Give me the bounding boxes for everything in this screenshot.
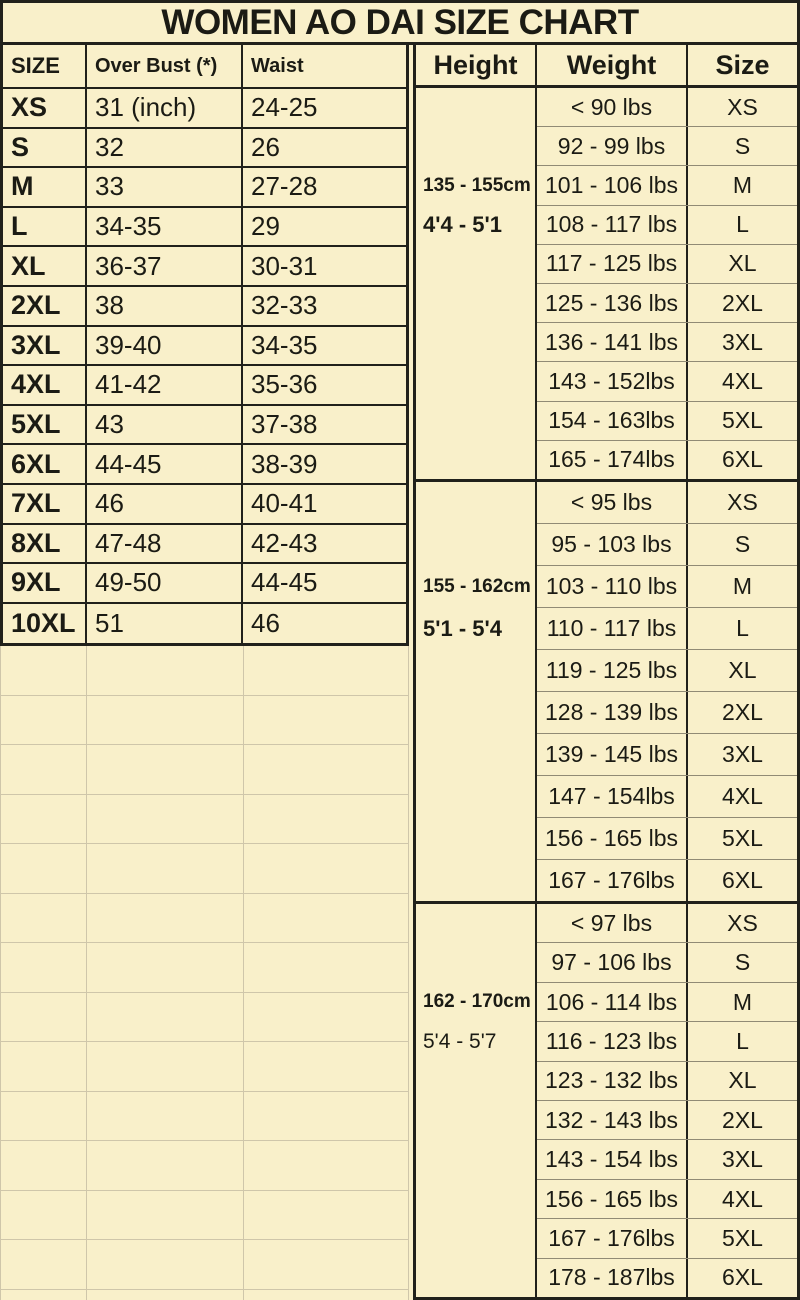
measurement-row <box>3 287 406 327</box>
height-range-cm: 155 - 162cm <box>423 575 531 597</box>
weight-cell: 167 - 176lbs <box>537 1219 688 1257</box>
bust-cell: 38 <box>87 287 243 325</box>
size-value-cell: XL <box>728 250 757 277</box>
measurement-row <box>3 168 406 208</box>
empty-row <box>1 1240 409 1290</box>
measurement-rows <box>3 89 406 643</box>
size-value-cell: 5XL <box>722 825 763 851</box>
size-value-cell: XS <box>727 909 758 936</box>
weight-cell: 154 - 163lbs <box>537 402 688 440</box>
empty-cell <box>87 894 244 943</box>
empty-cell <box>87 1191 244 1240</box>
waist-cell: 35-36 <box>251 369 318 400</box>
size-value-cell: 3XL <box>722 328 763 355</box>
empty-cell <box>87 1092 244 1141</box>
empty-cell <box>1 795 87 844</box>
weight-cell: 132 - 143 lbs <box>537 1101 688 1139</box>
weight-cell: 119 - 125 lbs <box>537 650 688 691</box>
size-cell: 10XL <box>3 604 87 644</box>
height-weight-section <box>413 45 800 1300</box>
empty-cell <box>87 1290 244 1300</box>
weight-size-row <box>537 1061 797 1100</box>
height-range-ft: 5'4 - 5'7 <box>423 1029 497 1053</box>
weight-size-row <box>537 361 797 400</box>
size-cell: S <box>3 129 87 167</box>
size-value-cell: 3XL <box>722 1146 763 1173</box>
height-labels <box>416 983 535 1062</box>
height-cell <box>416 904 537 1297</box>
measurement-row <box>3 208 406 248</box>
weight-size-row <box>537 649 797 691</box>
empty-cell <box>244 646 409 695</box>
empty-cell <box>1 943 87 992</box>
empty-cell <box>87 844 244 893</box>
size-value-cell: 5XL <box>722 1224 763 1251</box>
empty-row <box>1 844 409 894</box>
height-range-cm: 135 - 155cm <box>423 174 531 196</box>
weight-cell: < 97 lbs <box>537 904 688 942</box>
weight-size-row <box>537 775 797 817</box>
empty-cell <box>1 1240 87 1289</box>
height-cell <box>416 88 537 479</box>
weight-cell: 117 - 125 lbs <box>537 245 688 283</box>
empty-cell <box>87 745 244 794</box>
size-value-cell: 2XL <box>722 1106 763 1133</box>
empty-cell <box>87 646 244 695</box>
size-cell: XS <box>3 89 87 127</box>
waist-cell: 40-41 <box>251 488 318 519</box>
weight-size-row <box>537 523 797 565</box>
waist-cell: 24-25 <box>251 92 318 123</box>
bust-cell: 31 (inch) <box>87 89 243 127</box>
empty-row <box>1 943 409 993</box>
empty-row <box>1 1042 409 1092</box>
weight-size-row <box>537 565 797 607</box>
weight-cell: 110 - 117 lbs <box>537 608 688 649</box>
weight-size-row <box>537 817 797 859</box>
weight-cell: 165 - 174lbs <box>537 441 688 479</box>
weight-cell: 167 - 176lbs <box>537 860 688 901</box>
size-value-cell: XS <box>727 489 758 515</box>
empty-grid <box>0 646 409 1300</box>
weight-cell: 143 - 154 lbs <box>537 1140 688 1178</box>
height-labels <box>416 166 535 244</box>
column-header-size: SIZE <box>3 45 87 87</box>
weight-size-row <box>537 165 797 204</box>
weight-cell: 92 - 99 lbs <box>537 127 688 165</box>
empty-row <box>1 646 409 696</box>
empty-row <box>1 1290 409 1300</box>
weight-size-row <box>537 1218 797 1257</box>
size-value-cell: S <box>734 132 751 159</box>
empty-cell <box>87 1042 244 1091</box>
empty-row <box>1 1092 409 1142</box>
chart-content <box>0 45 800 1300</box>
size-value-cell: 4XL <box>722 1185 763 1212</box>
bust-cell: 41-42 <box>87 366 243 404</box>
empty-cell <box>87 696 244 745</box>
size-cell: 2XL <box>3 287 87 325</box>
weight-cell: 95 - 103 lbs <box>537 524 688 565</box>
size-cell: 4XL <box>3 366 87 404</box>
size-value-cell: M <box>732 988 753 1015</box>
weight-size-row <box>537 1139 797 1178</box>
measurement-row <box>3 604 406 644</box>
empty-cell <box>87 943 244 992</box>
measurement-row <box>3 406 406 446</box>
weight-size-rows <box>537 482 797 901</box>
size-value-cell: S <box>734 531 751 557</box>
column-header-waist: Waist <box>251 54 304 77</box>
empty-cell <box>1 844 87 893</box>
size-value-cell: L <box>736 615 749 641</box>
empty-cell <box>1 745 87 794</box>
waist-cell: 27-28 <box>251 171 318 202</box>
weight-cell: 123 - 132 lbs <box>537 1062 688 1100</box>
size-cell: 5XL <box>3 406 87 444</box>
measurement-row <box>3 366 406 406</box>
weight-size-row <box>537 322 797 361</box>
weight-cell: 116 - 123 lbs <box>537 1022 688 1060</box>
empty-cell <box>244 844 409 893</box>
height-group <box>416 88 797 482</box>
height-range-ft: 4'4 - 5'1 <box>423 211 502 237</box>
bust-cell: 39-40 <box>87 327 243 365</box>
empty-cell <box>244 1141 409 1190</box>
empty-cell <box>87 993 244 1042</box>
page-title: WOMEN AO DAI SIZE CHART <box>0 3 800 45</box>
weight-cell: 147 - 154lbs <box>537 776 688 817</box>
size-value-cell: 4XL <box>722 368 763 395</box>
empty-cell <box>244 894 409 943</box>
weight-size-row <box>537 859 797 901</box>
measurement-row <box>3 485 406 525</box>
measurement-section <box>0 45 409 1300</box>
waist-cell: 42-43 <box>251 527 318 558</box>
weight-cell: 136 - 141 lbs <box>537 323 688 361</box>
empty-cell <box>244 696 409 745</box>
weight-cell: 139 - 145 lbs <box>537 734 688 775</box>
empty-row <box>1 894 409 944</box>
empty-cell <box>244 1290 409 1300</box>
size-cell: XL <box>3 247 87 285</box>
size-value-cell: M <box>732 573 753 599</box>
bust-cell: 36-37 <box>87 247 243 285</box>
height-cell <box>416 482 537 901</box>
empty-cell <box>1 646 87 695</box>
size-value-cell: XL <box>728 1067 757 1094</box>
size-cell: 6XL <box>3 445 87 483</box>
height-range-ft: 5'1 - 5'4 <box>423 615 502 641</box>
weight-size-row <box>537 942 797 981</box>
weight-cell: 156 - 165 lbs <box>537 818 688 859</box>
weight-size-row <box>537 126 797 165</box>
size-cell: 8XL <box>3 525 87 563</box>
measurement-row <box>3 247 406 287</box>
size-value-cell: 2XL <box>722 699 763 725</box>
bust-cell: 44-45 <box>87 445 243 483</box>
weight-size-row <box>537 244 797 283</box>
waist-cell: 37-38 <box>251 409 318 440</box>
bust-cell: 51 <box>87 604 243 644</box>
waist-cell: 26 <box>251 131 280 162</box>
size-cell: L <box>3 208 87 246</box>
bust-cell: 43 <box>87 406 243 444</box>
empty-cell <box>244 1191 409 1240</box>
empty-cell <box>87 795 244 844</box>
bust-cell: 46 <box>87 485 243 523</box>
weight-size-row <box>537 1100 797 1139</box>
weight-cell: 97 - 106 lbs <box>537 943 688 981</box>
weight-cell: 156 - 165 lbs <box>537 1180 688 1218</box>
empty-cell <box>244 795 409 844</box>
empty-cell <box>87 1240 244 1289</box>
weight-cell: 125 - 136 lbs <box>537 284 688 322</box>
measurement-row <box>3 525 406 565</box>
empty-cell <box>244 993 409 1042</box>
bust-cell: 49-50 <box>87 564 243 602</box>
measurement-row <box>3 564 406 604</box>
measurement-table <box>0 45 409 646</box>
waist-cell: 29 <box>251 211 280 242</box>
measurement-row <box>3 89 406 129</box>
waist-cell: 32-33 <box>251 290 318 321</box>
empty-cell <box>87 1141 244 1190</box>
waist-cell: 30-31 <box>251 250 318 281</box>
height-labels <box>416 566 535 650</box>
size-value-cell: XL <box>728 657 757 683</box>
weight-cell: 106 - 114 lbs <box>537 983 688 1021</box>
weight-cell: 178 - 187lbs <box>537 1259 688 1297</box>
waist-cell: 46 <box>251 608 280 639</box>
empty-cell <box>244 943 409 992</box>
empty-cell <box>1 993 87 1042</box>
column-header-height: Height <box>416 45 537 85</box>
column-header-weight: Weight <box>537 45 688 85</box>
weight-size-row <box>537 982 797 1021</box>
weight-size-row <box>537 401 797 440</box>
size-value-cell: 2XL <box>722 289 763 316</box>
size-value-cell: 4XL <box>722 783 763 809</box>
empty-cell <box>244 745 409 794</box>
weight-cell: 143 - 152lbs <box>537 362 688 400</box>
waist-cell: 44-45 <box>251 567 318 598</box>
empty-row <box>1 795 409 845</box>
weight-size-row <box>537 482 797 523</box>
height-weight-header-row <box>416 45 797 88</box>
empty-cell <box>1 1191 87 1240</box>
size-cell: 9XL <box>3 564 87 602</box>
empty-cell <box>1 894 87 943</box>
column-header-size: Size <box>715 49 770 80</box>
weight-size-row <box>537 691 797 733</box>
weight-size-row <box>537 1021 797 1060</box>
empty-row <box>1 1141 409 1191</box>
waist-cell: 38-39 <box>251 448 318 479</box>
height-group <box>416 904 797 1297</box>
measurement-row <box>3 327 406 367</box>
size-value-cell: L <box>736 211 749 238</box>
bust-cell: 34-35 <box>87 208 243 246</box>
weight-size-row <box>537 607 797 649</box>
weight-cell: 103 - 110 lbs <box>537 566 688 607</box>
size-cell: 7XL <box>3 485 87 523</box>
height-group <box>416 482 797 904</box>
weight-size-row <box>537 733 797 775</box>
size-value-cell: XS <box>727 93 758 120</box>
empty-cell <box>1 696 87 745</box>
empty-cell <box>244 1092 409 1141</box>
empty-cell <box>244 1042 409 1091</box>
empty-row <box>1 993 409 1043</box>
weight-size-row <box>537 440 797 479</box>
size-cell: 3XL <box>3 327 87 365</box>
weight-size-rows <box>537 88 797 479</box>
height-weight-groups <box>416 88 797 1297</box>
bust-cell: 33 <box>87 168 243 206</box>
size-value-cell: L <box>736 1027 749 1054</box>
bust-cell: 32 <box>87 129 243 167</box>
size-value-cell: M <box>732 172 753 198</box>
empty-row <box>1 1191 409 1241</box>
empty-row <box>1 745 409 795</box>
weight-cell: < 90 lbs <box>537 88 688 126</box>
weight-size-row <box>537 1179 797 1218</box>
size-value-cell: 3XL <box>722 741 763 767</box>
empty-cell <box>1 1042 87 1091</box>
weight-cell: 101 - 106 lbs <box>537 166 688 204</box>
weight-size-row <box>537 904 797 942</box>
column-header-over-bust: Over Bust (*) <box>87 45 243 87</box>
weight-cell: 108 - 117 lbs <box>537 206 688 244</box>
weight-size-row <box>537 88 797 126</box>
empty-cell <box>244 1240 409 1289</box>
weight-size-row <box>537 205 797 244</box>
size-value-cell: S <box>734 949 751 976</box>
measurement-row <box>3 129 406 169</box>
measurement-header-row <box>3 45 406 89</box>
size-cell: M <box>3 168 87 206</box>
waist-cell: 34-35 <box>251 329 318 360</box>
size-value-cell: 6XL <box>722 867 763 893</box>
weight-size-rows <box>537 904 797 1297</box>
size-value-cell: 6XL <box>722 1264 763 1291</box>
empty-cell <box>1 1290 87 1300</box>
weight-cell: < 95 lbs <box>537 482 688 523</box>
height-range-cm: 162 - 170cm <box>423 991 531 1013</box>
size-value-cell: 5XL <box>722 407 763 434</box>
empty-cell <box>1 1092 87 1141</box>
weight-size-row <box>537 1258 797 1297</box>
bust-cell: 47-48 <box>87 525 243 563</box>
weight-size-row <box>537 283 797 322</box>
size-value-cell: 6XL <box>722 446 763 473</box>
measurement-row <box>3 445 406 485</box>
empty-cell <box>1 1141 87 1190</box>
empty-row <box>1 696 409 746</box>
weight-cell: 128 - 139 lbs <box>537 692 688 733</box>
